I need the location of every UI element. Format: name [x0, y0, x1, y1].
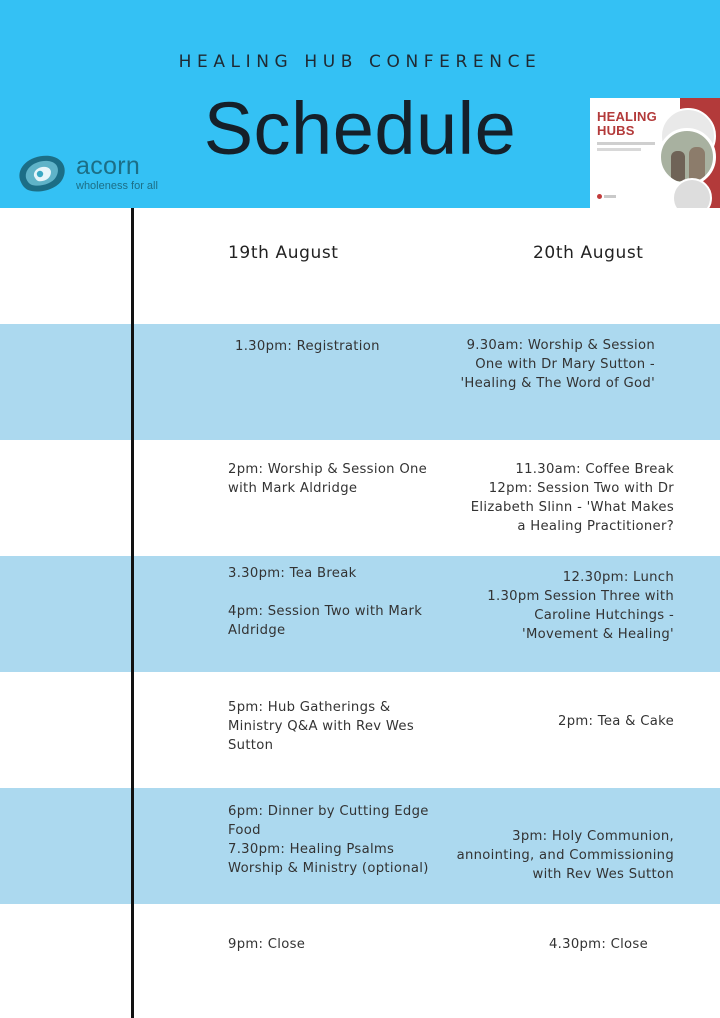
book-cover-subtitle-line [597, 148, 641, 151]
logo-tagline: wholeness for all [76, 180, 158, 192]
schedule-entry-day1: 3.30pm: Tea Break 4pm: Session Two with Mark Aldridge [228, 566, 423, 638]
timeline-line [131, 208, 134, 1018]
schedule-entry-day2: 12.30pm: Lunch 1.30pm Session Three with Caroline Hutchings - 'Movement & Healing' [487, 570, 674, 642]
day2-heading: 20th August [533, 243, 644, 263]
page-title: Schedule [203, 87, 517, 170]
schedule-entry-day1: 2pm: Worship & Session One with Mark Aldridge [228, 462, 428, 496]
acorn-logo [14, 150, 164, 196]
book-cover-title: HEALING HUBS [597, 109, 657, 138]
book-cover-logo [597, 194, 602, 199]
schedule-entry-day1: 9pm: Close [228, 937, 306, 952]
schedule-entry-day2: 4.30pm: Close [548, 937, 648, 952]
schedule-entry-day2: 11.30am: Coffee Break 12pm: Session Two with Dr Elizabeth Slinn - 'What Makes a Healing Practitioner? [470, 462, 674, 534]
schedule-entry-day2: 2pm: Tea & Cake [558, 714, 674, 729]
schedule-entry-day1: 5pm: Hub Gatherings & Ministry Q&A with Rev Wes Sutton [228, 700, 414, 753]
schedule-entry-day2: 3pm: Holy Communion, annointing, and Commissioning with Rev Wes Sutton [456, 829, 674, 882]
header-banner [0, 0, 720, 208]
schedule-entry-day1: 6pm: Dinner by Cutting Edge Food 7.30pm: Healing Psalms Worship & Ministry (optional) [228, 804, 429, 876]
book-cover-logo-text [604, 195, 616, 198]
healing-hubs-book-cover [590, 98, 720, 208]
conference-title: HEALING HUB CONFERENCE [178, 52, 542, 72]
schedule-entry-day1: 1.30pm: Registration [235, 339, 380, 354]
schedule-entry-day2: 9.30am: Worship & Session One with Dr Mary Sutton - 'Healing & The Word of God' [460, 338, 655, 391]
book-cover-subtitle-line [597, 142, 655, 145]
acorn-logo-icon [14, 152, 68, 194]
book-cover-photo [658, 128, 716, 186]
day1-heading: 19th August [228, 243, 339, 263]
logo-wordmark: acorn [76, 152, 141, 180]
